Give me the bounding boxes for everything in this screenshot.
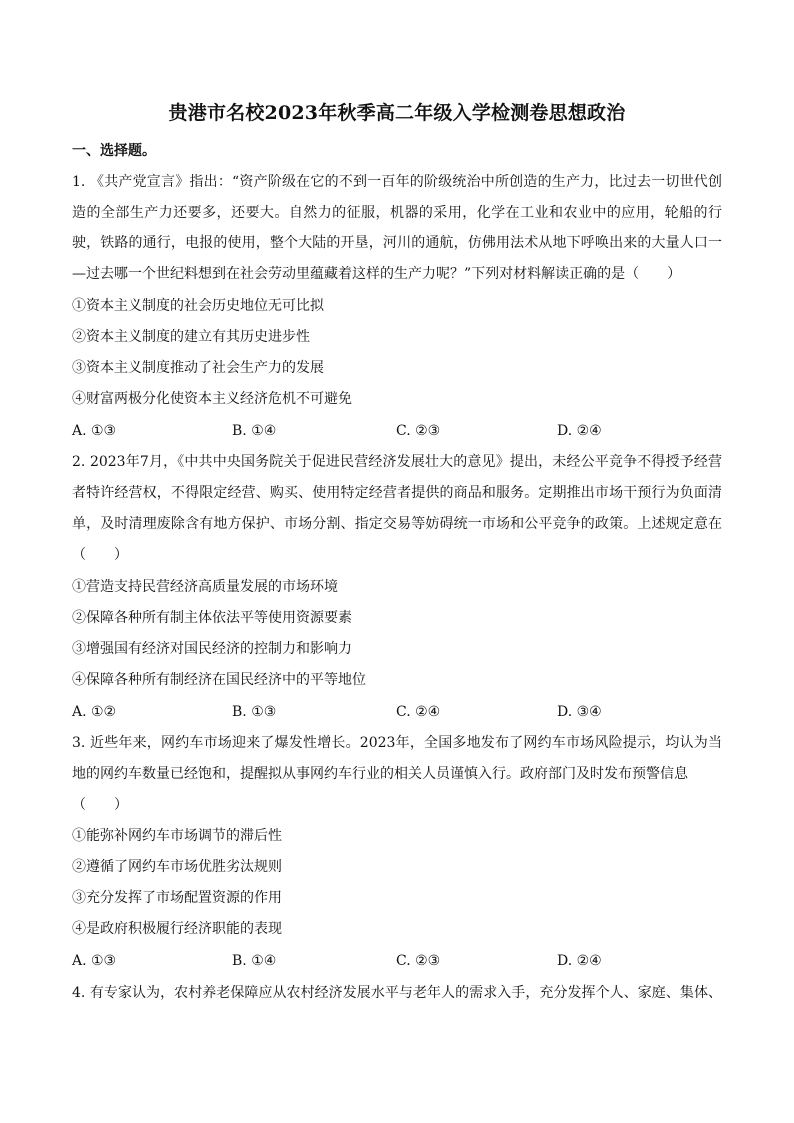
question-3-line-2: 地的网约车数量已经饱和，提醒拟从事网约车行业的相关人员谨慎入行。政府部门及时发布预警信息 — [72, 766, 688, 782]
question-2-statement-4: ④保障各种所有制经济在国民经济中的平等地位 — [72, 672, 366, 688]
question-4-line-1: 4. 有专家认为，农村养老保障应从农村经济发展水平与老年人的需求入手，充分发挥个人、家庭、集体、 — [72, 985, 722, 1001]
question-1-line-2: 造的全部生产力还要多，还要大。自然力的征服，机器的采用，化学在工业和农业中的应用，轮船的行 — [72, 205, 722, 221]
page-title: 贵港市名校2023年秋季高二年级入学检测卷思想政治 — [168, 102, 626, 124]
question-2-line-2: 者特许经营权，不得限定经营、购买、使用特定经营者提供的商品和服务。定期推出市场干预行为负面清 — [72, 485, 722, 501]
question-2-option-b: B. ①③ — [232, 704, 277, 720]
question-2-option-c: C. ②④ — [396, 704, 441, 720]
question-3-line-1: 3. 近些年来，网约车市场迎来了爆发性增长。2023年，全国多地发布了网约车市场风险提示，均认为当 — [72, 735, 722, 751]
question-2-line-4: （ ） — [72, 547, 128, 563]
question-1-statement-2: ②资本主义制度的建立有其历史进步性 — [72, 329, 310, 345]
question-3-option-a: A. ①③ — [72, 953, 117, 969]
question-3-option-d: D. ②④ — [557, 953, 602, 969]
question-3-statement-3: ③充分发挥了市场配置资源的作用 — [72, 890, 282, 906]
question-2-statement-3: ③增强国有经济对国民经济的控制力和影响力 — [72, 641, 352, 657]
question-1-line-3: 驶，铁路的通行，电报的使用，整个大陆的开垦，河川的通航，仿佛用法术从地下呼唤出来的大量人口一 — [72, 235, 722, 251]
question-1-option-a: A. ①③ — [72, 423, 117, 439]
question-1-option-d: D. ②④ — [557, 423, 602, 439]
question-2-line-3: 单，及时清理废除含有地方保护、市场分割、指定交易等妨碍统一市场和公平竞争的政策。上述规定意在 — [72, 516, 722, 532]
question-1-option-b: B. ①④ — [232, 423, 277, 439]
question-2-statement-2: ②保障各种所有制主体依法平等使用资源要素 — [72, 610, 352, 626]
question-3-option-b: B. ①④ — [232, 953, 277, 969]
question-1-option-c: C. ②③ — [396, 423, 441, 439]
question-3-line-3: （ ） — [72, 797, 128, 813]
question-1-statement-1: ①资本主义制度的社会历史地位无可比拟 — [72, 298, 324, 314]
question-3-option-c: C. ②③ — [396, 953, 441, 969]
question-2-line-1: 2. 2023年7月，《中共中央国务院关于促进民营经济发展壮大的意见》提出，未经公平竞争不得授予经营 — [72, 454, 722, 470]
question-2-statement-1: ①营造支持民营经济高质量发展的市场环境 — [72, 579, 338, 595]
question-1-statement-4: ④财富两极分化使资本主义经济危机不可避免 — [72, 391, 352, 407]
question-2-option-a: A. ①② — [72, 704, 117, 720]
section-heading: 一、选择题。 — [72, 143, 156, 159]
question-2-option-d: D. ③④ — [557, 704, 602, 720]
question-1-statement-3: ③资本主义制度推动了社会生产力的发展 — [72, 360, 324, 376]
question-1-line-1: 1. 《共产党宣言》指出：“资产阶级在它的不到一百年的阶级统治中所创造的生产力，比过去一切世代创 — [72, 174, 722, 190]
question-3-statement-4: ④是政府积极履行经济职能的表现 — [72, 921, 282, 937]
question-3-statement-1: ①能弥补网约车市场调节的滞后性 — [72, 828, 282, 844]
question-1-line-4: —过去哪一个世纪料想到在社会劳动里蕴藏着这样的生产力呢？”下列对材料解读正确的是（ ） — [72, 266, 682, 282]
question-3-statement-2: ②遵循了网约车市场优胜劣汰规则 — [72, 859, 282, 875]
